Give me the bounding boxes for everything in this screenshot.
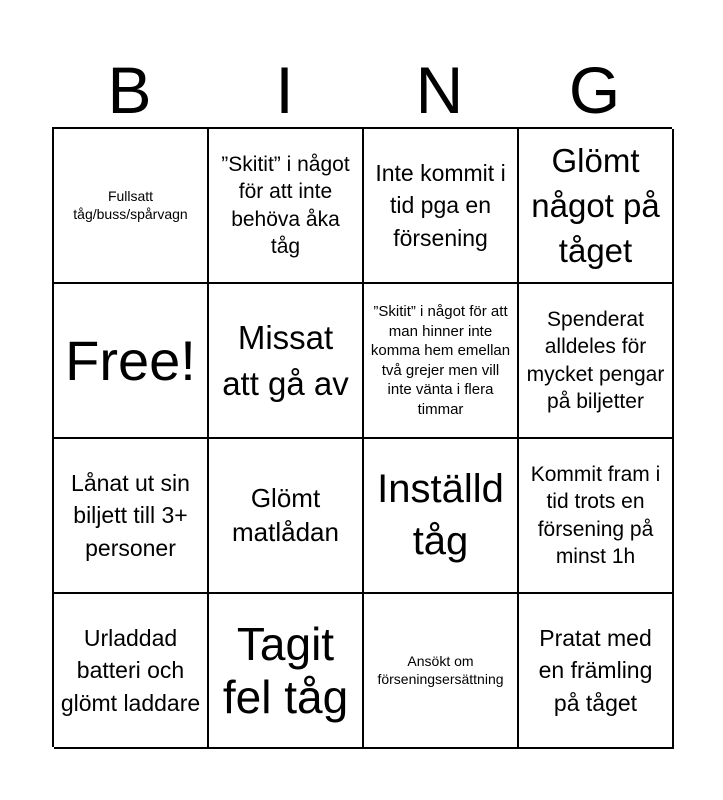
bingo-board (52, 127, 672, 747)
header-letter-i: I (275, 53, 294, 127)
bingo-header (52, 52, 672, 128)
bingo-cell[interactable]: Lånat ut sin biljett till 3+ personer (54, 439, 209, 594)
header-letter-g: G (568, 53, 621, 127)
bingo-cell[interactable]: Inte kommit i tid pga en försening (364, 129, 519, 284)
header-letter-n: N (415, 53, 464, 127)
bingo-cell[interactable]: Pratat med en främling på tåget (519, 594, 674, 749)
bingo-cell[interactable]: Glömt matlådan (209, 439, 364, 594)
free-space-cell[interactable]: Free! (54, 284, 209, 439)
bingo-cell[interactable]: Ansökt om förseningsersättning (364, 594, 519, 749)
header-letter-b: B (107, 53, 152, 127)
bingo-cell[interactable]: Urladdad batteri och glömt laddare (54, 594, 209, 749)
bingo-cell[interactable]: Inställd tåg (364, 439, 519, 594)
bingo-cell[interactable]: Glömt något på tåget (519, 129, 674, 284)
bingo-cell[interactable]: ”Skitit” i något för att man hinner inte komma hem emellan två grejer men vill inte vänta i flera timmar (364, 284, 519, 439)
bingo-cell[interactable]: Kommit fram i tid trots en försening på minst 1h (519, 439, 674, 594)
bingo-cell[interactable]: Fullsatt tåg/buss/spårvagn (54, 129, 209, 284)
bingo-cell[interactable]: ”Skitit” i något för att inte behöva åka tåg (209, 129, 364, 284)
bingo-cell[interactable]: Tagit fel tåg (209, 594, 364, 749)
bingo-cell[interactable]: Missat att gå av (209, 284, 364, 439)
bingo-cell[interactable]: Spenderat alldeles för mycket pengar på biljetter (519, 284, 674, 439)
